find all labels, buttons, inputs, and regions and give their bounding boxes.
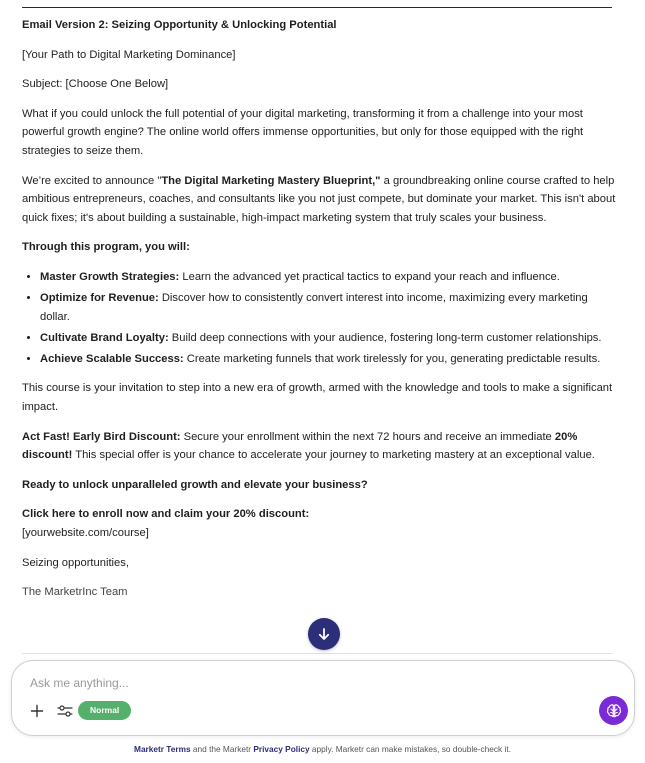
offer-post: This special offer is your chance to accelerate your journey to marketing mastery at an exceptional value. bbox=[72, 449, 595, 462]
cta-block bbox=[22, 505, 618, 542]
announce-pre: We’re excited to announce " bbox=[22, 174, 162, 187]
mode-toggle-chip[interactable]: Normal bbox=[78, 701, 131, 720]
top-divider bbox=[22, 7, 612, 8]
bullet-title: Master Growth Strategies: bbox=[40, 270, 180, 283]
bullet-text: Create marketing funnels that work tirelessly for you, generating predictable results. bbox=[183, 352, 601, 365]
program-heading: Through this program, you will: bbox=[22, 241, 190, 254]
offer-pre: Secure your enrollment within the next 72 hours and receive an immediate bbox=[180, 430, 555, 443]
plus-icon bbox=[30, 704, 44, 718]
sliders-icon bbox=[57, 704, 73, 718]
cta-click: Click here to enroll now and claim your 20% discount: bbox=[22, 508, 310, 521]
arrow-down-icon bbox=[317, 627, 331, 641]
footer-middle: and the Marketr bbox=[190, 744, 254, 754]
offer-paragraph bbox=[22, 428, 618, 465]
announce-paragraph bbox=[22, 172, 618, 228]
brain-icon bbox=[605, 702, 623, 720]
bullet-text: Discover how to consistently convert interest into income, maximizing every marketing dollar. bbox=[40, 292, 588, 323]
bullet-title: Cultivate Brand Loyalty: bbox=[40, 331, 169, 344]
offer-title: Act Fast! Early Bird Discount: bbox=[22, 430, 181, 443]
privacy-policy-link[interactable]: Privacy Policy bbox=[253, 744, 310, 754]
announce-mid: ," bbox=[372, 174, 381, 187]
list-item bbox=[40, 329, 618, 348]
course-url: [yourwebsite.com/course] bbox=[22, 526, 149, 539]
offer-discount: 20% discount! bbox=[22, 430, 578, 462]
email-heading: Email Version 2: Seizing Opportunity & Unlocking Potential bbox=[22, 19, 337, 31]
tools-button[interactable] bbox=[55, 701, 75, 721]
email-subject: Subject: [Choose One Below] bbox=[22, 78, 169, 91]
ask-input[interactable] bbox=[30, 674, 550, 692]
add-attachment-button[interactable] bbox=[27, 701, 47, 721]
team-name: The MarketrInc Team bbox=[22, 586, 128, 599]
chat-composer bbox=[11, 660, 635, 736]
bullet-title: Optimize for Revenue: bbox=[40, 292, 159, 305]
list-item bbox=[40, 350, 618, 369]
bullet-title: Achieve Scalable Success: bbox=[40, 352, 184, 365]
intro-paragraph: What if you could unlock the full potential of your digital marketing, transforming it from a challenge into your most powerful growth engine? The online world offers immense opportunities, but only for those equipped with the right strategies to seize them. bbox=[22, 107, 584, 157]
brain-mode-button[interactable] bbox=[599, 696, 628, 725]
scroll-down-button[interactable] bbox=[308, 618, 340, 650]
invitation-paragraph: This course is your invitation to step into a new era of growth, armed with the knowledge and tools to make a significant impact. bbox=[22, 382, 613, 413]
content-divider bbox=[22, 653, 612, 654]
announce-post: a groundbreaking online course crafted to help ambitious entrepreneurs, coaches, and consultants like you not just compete, but dominate your market. This isn't about quick fixes; it's about building a sustainable, high-impact marketing system that truly scales your business. bbox=[22, 174, 616, 224]
course-name: The Digital Marketing Mastery Blueprint bbox=[161, 174, 373, 187]
footer-tail: apply. Marketr can make mistakes, so double-check it. bbox=[309, 744, 511, 754]
email-tagline: [Your Path to Digital Marketing Dominance] bbox=[22, 48, 236, 61]
bullet-text: Learn the advanced yet practical tactics to expand your reach and influence. bbox=[179, 270, 560, 283]
email-content bbox=[22, 16, 618, 613]
benefits-list bbox=[22, 268, 618, 368]
bullet-text: Build deep connections with your audience, fostering long-term customer relationships. bbox=[168, 331, 602, 344]
terms-link[interactable]: Marketr Terms bbox=[134, 744, 191, 754]
list-item bbox=[40, 268, 618, 287]
signoff: Seizing opportunities, bbox=[22, 556, 129, 569]
footer-disclaimer bbox=[0, 744, 645, 754]
cta-question: Ready to unlock unparalleled growth and elevate your business? bbox=[22, 478, 368, 491]
list-item bbox=[40, 289, 618, 326]
